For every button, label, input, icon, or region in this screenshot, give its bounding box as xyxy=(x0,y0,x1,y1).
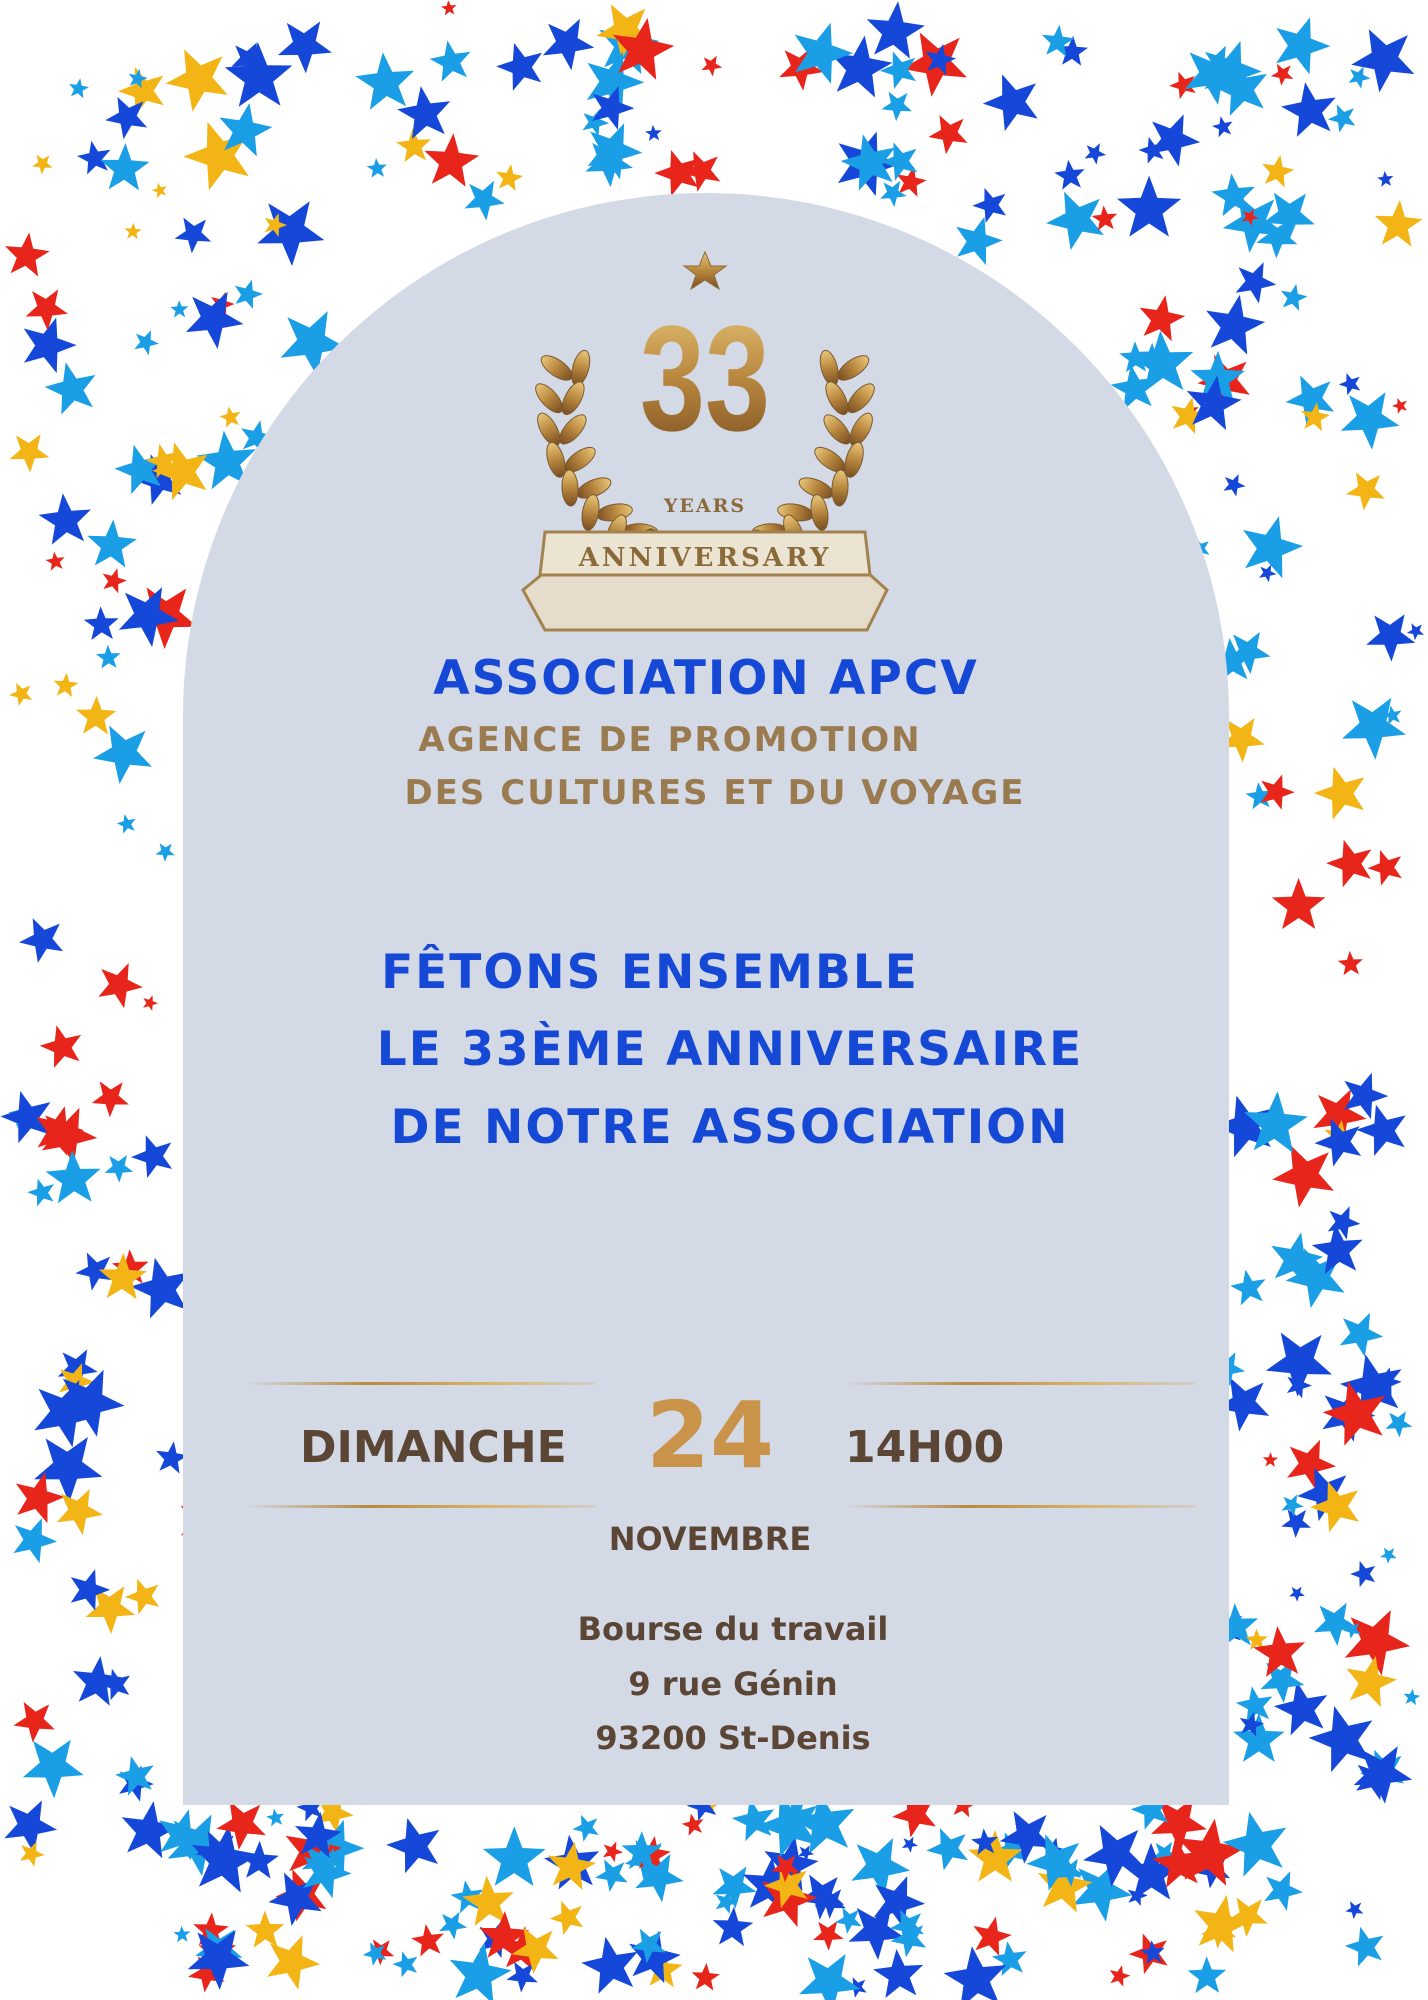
confetti-star-icon xyxy=(465,181,505,221)
divider-top-left xyxy=(245,1382,595,1385)
confetti-star-icon xyxy=(1281,284,1308,311)
event-time: 14H00 xyxy=(845,1422,1005,1473)
confetti-star-icon xyxy=(156,843,175,862)
confetti-star-icon xyxy=(175,218,212,254)
confetti-star-icon xyxy=(1271,64,1293,86)
confetti-star-icon xyxy=(1282,1494,1304,1516)
confetti-star-icon xyxy=(125,223,142,240)
confetti-star-icon xyxy=(13,1518,57,1563)
confetti-star-icon xyxy=(1366,614,1415,661)
confetti-star-icon xyxy=(1377,171,1393,187)
confetti-star-icon xyxy=(441,0,457,15)
organization-subtitle-line1: AGENCE DE PROMOTION xyxy=(418,720,922,760)
confetti-star-icon xyxy=(1281,82,1336,137)
confetti-star-icon xyxy=(10,434,50,472)
confetti-star-icon xyxy=(1314,767,1365,820)
confetti-star-icon xyxy=(1206,295,1265,355)
confetti-star-icon xyxy=(27,1179,54,1207)
confetti-star-icon xyxy=(1338,951,1363,975)
event-day: DIMANCHE xyxy=(300,1422,567,1473)
confetti-star-icon xyxy=(397,86,450,139)
confetti-star-icon xyxy=(713,1907,754,1946)
confetti-star-icon xyxy=(393,1951,418,1977)
ribbon-label: ANNIVERSARY xyxy=(578,543,832,573)
confetti-star-icon xyxy=(692,1963,720,1991)
confetti-star-icon xyxy=(867,1,925,58)
confetti-star-icon xyxy=(1340,1313,1384,1357)
confetti-star-icon xyxy=(411,1924,444,1956)
confetti-star-icon xyxy=(1392,398,1407,414)
confetti-star-icon xyxy=(1149,114,1200,166)
confetti-star-icon xyxy=(1233,1713,1284,1762)
confetti-star-icon xyxy=(1345,1927,1384,1967)
confetti-star-icon xyxy=(117,814,136,833)
confetti-star-icon xyxy=(0,1091,50,1143)
confetti-star-icon xyxy=(1117,176,1181,237)
confetti-star-icon xyxy=(581,1937,637,1994)
confetti-star-icon xyxy=(96,645,121,669)
confetti-star-icon xyxy=(835,1908,862,1934)
confetti-star-icon xyxy=(799,1954,860,2000)
confetti-star-icon xyxy=(5,232,50,276)
confetti-star-icon xyxy=(1253,1626,1305,1677)
confetti-star-icon xyxy=(1272,1145,1334,1207)
divider-top-right xyxy=(845,1382,1195,1385)
confetti-star-icon xyxy=(235,280,263,309)
confetti-star-icon xyxy=(1326,840,1371,887)
star-icon xyxy=(684,252,726,289)
confetti-star-icon xyxy=(450,1943,512,2000)
confetti-star-icon xyxy=(92,1081,129,1117)
confetti-star-icon xyxy=(131,1135,172,1178)
confetti-star-icon xyxy=(496,43,542,91)
confetti-star-icon xyxy=(1375,200,1423,247)
confetti-star-icon xyxy=(1223,1812,1287,1877)
confetti-star-icon xyxy=(1350,1561,1375,1587)
confetti-star-icon xyxy=(1339,373,1361,395)
confetti-star-icon xyxy=(1140,295,1186,341)
confetti-star-icon xyxy=(54,673,79,697)
confetti-star-icon xyxy=(9,683,32,706)
confetti-star-icon xyxy=(595,1859,628,1892)
confetti-star-icon xyxy=(1345,1610,1410,1676)
confetti-star-icon xyxy=(173,1926,190,1943)
confetti-star-icon xyxy=(135,330,159,355)
anniversary-emblem xyxy=(515,250,895,635)
confetti-star-icon xyxy=(1054,160,1084,190)
address-line3: 93200 St-Denis xyxy=(595,1719,871,1757)
confetti-star-icon xyxy=(543,19,595,70)
confetti-star-icon xyxy=(1264,1871,1303,1911)
confetti-star-icon xyxy=(69,78,89,98)
confetti-star-icon xyxy=(1236,262,1277,303)
confetti-star-icon xyxy=(1073,1862,1133,1922)
confetti-star-icon xyxy=(1262,155,1294,188)
confetti-star-icon xyxy=(219,406,240,427)
emblem-number: 33 xyxy=(639,293,771,463)
confetti-star-icon xyxy=(23,1740,84,1799)
confetti-star-icon xyxy=(1380,1548,1397,1564)
confetti-star-icon xyxy=(45,362,96,414)
confetti-star-icon xyxy=(983,74,1038,131)
confetti-star-icon xyxy=(166,49,228,112)
confetti-star-icon xyxy=(143,995,158,1011)
confetti-star-icon xyxy=(125,1579,159,1615)
confetti-star-icon xyxy=(972,188,1006,223)
event-date: 24 xyxy=(645,1382,775,1489)
celebration-line1: FÊTONS ENSEMBLE xyxy=(381,945,919,1000)
confetti-star-icon xyxy=(902,1837,918,1853)
confetti-star-icon xyxy=(39,493,91,544)
address-line2: 9 rue Génin xyxy=(628,1665,838,1703)
confetti-star-icon xyxy=(927,1828,969,1870)
confetti-star-icon xyxy=(882,92,912,122)
confetti-star-icon xyxy=(550,1901,584,1936)
confetti-star-icon xyxy=(1243,516,1303,578)
celebration-line3: DE NOTRE ASSOCIATION xyxy=(390,1100,1070,1155)
confetti-star-icon xyxy=(1230,1270,1265,1306)
confetti-star-icon xyxy=(1276,17,1330,74)
confetti-star-icon xyxy=(496,164,523,191)
confetti-star-icon xyxy=(13,1702,54,1743)
address-line1: Bourse du travail xyxy=(577,1610,889,1648)
confetti-star-icon xyxy=(813,1921,844,1951)
confetti-star-icon xyxy=(1407,623,1424,640)
confetti-star-icon xyxy=(483,1826,546,1886)
confetti-star-icon xyxy=(1349,67,1371,89)
confetti-star-icon xyxy=(1368,850,1402,886)
confetti-star-icon xyxy=(170,300,188,317)
confetti-star-icon xyxy=(944,1946,1007,2000)
confetti-star-icon xyxy=(98,963,142,1008)
confetti-star-icon xyxy=(105,97,147,139)
confetti-star-icon xyxy=(46,552,65,571)
confetti-star-icon xyxy=(1046,192,1104,251)
confetti-star-icon xyxy=(1289,1587,1305,1602)
confetti-star-icon xyxy=(26,289,68,330)
confetti-star-icon xyxy=(1341,392,1400,450)
confetti-star-icon xyxy=(46,1150,101,1203)
confetti-star-icon xyxy=(32,155,53,175)
confetti-star-icon xyxy=(1085,143,1107,165)
confetti-star-icon xyxy=(57,1489,103,1535)
divider-bottom-left xyxy=(245,1505,595,1508)
confetti-star-icon xyxy=(1385,1411,1412,1437)
organization-name: ASSOCIATION APCV xyxy=(433,651,979,706)
confetti-star-icon xyxy=(1110,1965,1131,1986)
confetti-star-icon xyxy=(1227,1898,1268,1938)
confetti-star-icon xyxy=(152,183,167,198)
confetti-star-icon xyxy=(87,519,137,567)
confetti-star-icon xyxy=(1345,1901,1363,1919)
confetti-star-icon xyxy=(1188,1956,1227,1993)
confetti-star-icon xyxy=(19,918,63,963)
confetti-star-icon xyxy=(367,158,387,178)
confetti-star-icon xyxy=(355,52,414,109)
confetti-star-icon xyxy=(386,1818,439,1873)
divider-bottom-right xyxy=(845,1505,1195,1508)
ribbon-banner xyxy=(523,572,887,630)
confetti-star-icon xyxy=(430,40,471,81)
confetti-star-icon xyxy=(257,201,324,266)
confetti-star-icon xyxy=(1347,1656,1398,1707)
confetti-star-icon xyxy=(439,1912,467,1940)
confetti-star-icon xyxy=(103,568,127,593)
confetti-star-icon xyxy=(4,1800,57,1853)
confetti-star-icon xyxy=(219,103,272,156)
confetti-star-icon xyxy=(105,1155,134,1183)
confetti-star-icon xyxy=(645,125,662,141)
confetti-star-icon xyxy=(1212,116,1233,137)
confetti-star-icon xyxy=(40,1025,81,1068)
confetti-star-icon xyxy=(84,606,119,640)
confetti-star-icon xyxy=(246,1911,285,1948)
confetti-star-icon xyxy=(1272,878,1326,929)
confetti-star-icon xyxy=(77,141,111,175)
confetti-star-icon xyxy=(24,318,77,374)
confetti-star-icon xyxy=(1346,472,1385,510)
confetti-star-icon xyxy=(266,1809,284,1827)
celebration-line2: LE 33ÈME ANNIVERSAIRE xyxy=(376,1022,1084,1077)
confetti-star-icon xyxy=(701,56,722,77)
confetti-star-icon xyxy=(1281,1509,1311,1538)
emblem-years: YEARS xyxy=(663,495,747,517)
confetti-star-icon xyxy=(1309,1706,1373,1772)
confetti-star-icon xyxy=(1328,104,1356,132)
organization-subtitle-line2: DES CULTURES ET DU VOYAGE xyxy=(404,773,1026,813)
confetti-star-icon xyxy=(573,1815,599,1842)
confetti-star-icon xyxy=(1404,1689,1421,1706)
confetti-star-icon xyxy=(1314,1603,1358,1646)
confetti-star-icon xyxy=(93,726,152,784)
confetti-star-icon xyxy=(1224,474,1246,496)
confetti-star-icon xyxy=(873,1949,923,1998)
confetti-star-icon xyxy=(880,181,907,207)
confetti-star-icon xyxy=(928,115,967,154)
confetti-star-icon xyxy=(1263,1452,1278,1467)
confetti-star-icon xyxy=(956,217,1003,265)
confetti-star-icon xyxy=(16,1472,65,1523)
event-month: NOVEMBRE xyxy=(608,1520,812,1558)
confetti-star-icon xyxy=(1356,1105,1405,1156)
confetti-star-icon xyxy=(603,1841,623,1862)
confetti-star-icon xyxy=(1342,698,1406,760)
confetti-star-icon xyxy=(424,133,479,187)
